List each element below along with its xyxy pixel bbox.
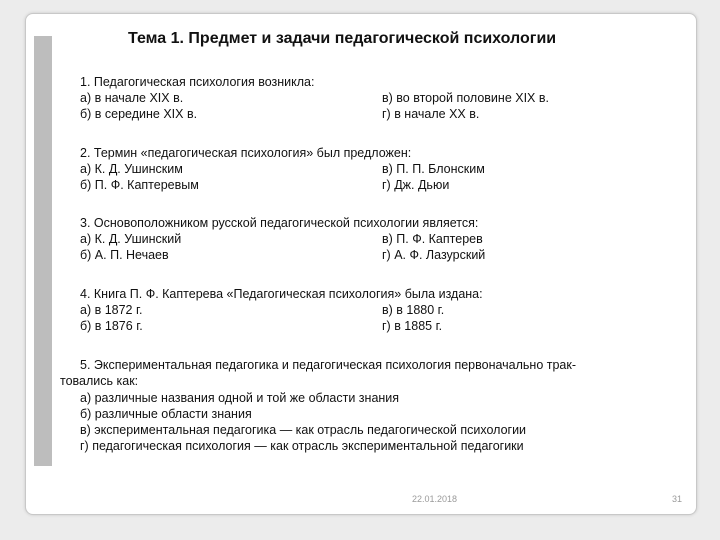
option-v: в) в 1880 г. [382, 303, 445, 317]
option-v: в) экспериментальная педагогика — как отрасль педагогической психологии [80, 423, 527, 437]
question-4-row-1 [80, 302, 680, 318]
page-title: Тема 1. Предмет и задачи педагогической психологии [128, 30, 557, 47]
question-2-row-1 [80, 161, 680, 177]
option-v: в) П. П. Блонским [382, 162, 485, 176]
option-b: б) различные области знания [80, 407, 252, 421]
question-1-row-2 [80, 106, 680, 122]
option-g: г) в 1885 г. [382, 319, 443, 333]
question-2-text: 2. Термин «педагогическая психология» был предложен: [80, 146, 412, 160]
question-4-text: 4. Книга П. Ф. Каптерева «Педагогическая психология» была издана: [80, 287, 483, 301]
question-4-row-2 [80, 318, 680, 334]
question-3-text: 3. Основоположником русской педагогической психологии является: [80, 216, 479, 230]
option-a: а) в начале XIX в. [80, 91, 184, 105]
question-3-row-2 [80, 247, 680, 263]
option-g: г) А. Ф. Лазурский [382, 248, 486, 262]
left-gray-bar [34, 36, 52, 466]
page-number: 31 [672, 494, 683, 504]
option-g: г) в начале XX в. [382, 107, 480, 121]
footer-date: 22.01.2018 [412, 494, 458, 504]
option-g: г) педагогическая психология — как отрасль экспериментальной педагогики [80, 439, 524, 453]
option-a: а) К. Д. Ушинский [80, 232, 182, 246]
option-g: г) Дж. Дьюи [382, 178, 450, 192]
question-5-text-line-1: 5. Экспериментальная педагогика и педагогическая психология первоначально трак- [80, 358, 577, 372]
question-sheet [52, 24, 690, 464]
question-5-text-line-2: товались как: [60, 374, 139, 388]
option-b: б) в середине XIX в. [80, 107, 198, 121]
option-a: а) различные названия одной и той же области знания [80, 391, 400, 405]
question-1-text: 1. Педагогическая психология возникла: [80, 75, 315, 89]
option-v: в) П. Ф. Каптерев [382, 232, 483, 246]
option-a: а) в 1872 г. [80, 303, 143, 317]
option-v: в) во второй половине XIX в. [382, 91, 549, 105]
option-a: а) К. Д. Ушинским [80, 162, 183, 176]
question-3-row-1 [80, 231, 680, 247]
option-b: б) А. П. Нечаев [80, 248, 169, 262]
option-b: б) в 1876 г. [80, 319, 143, 333]
question-1-row-1 [80, 90, 680, 106]
question-2-row-2 [80, 177, 680, 193]
option-b: б) П. Ф. Каптеревым [80, 178, 199, 192]
